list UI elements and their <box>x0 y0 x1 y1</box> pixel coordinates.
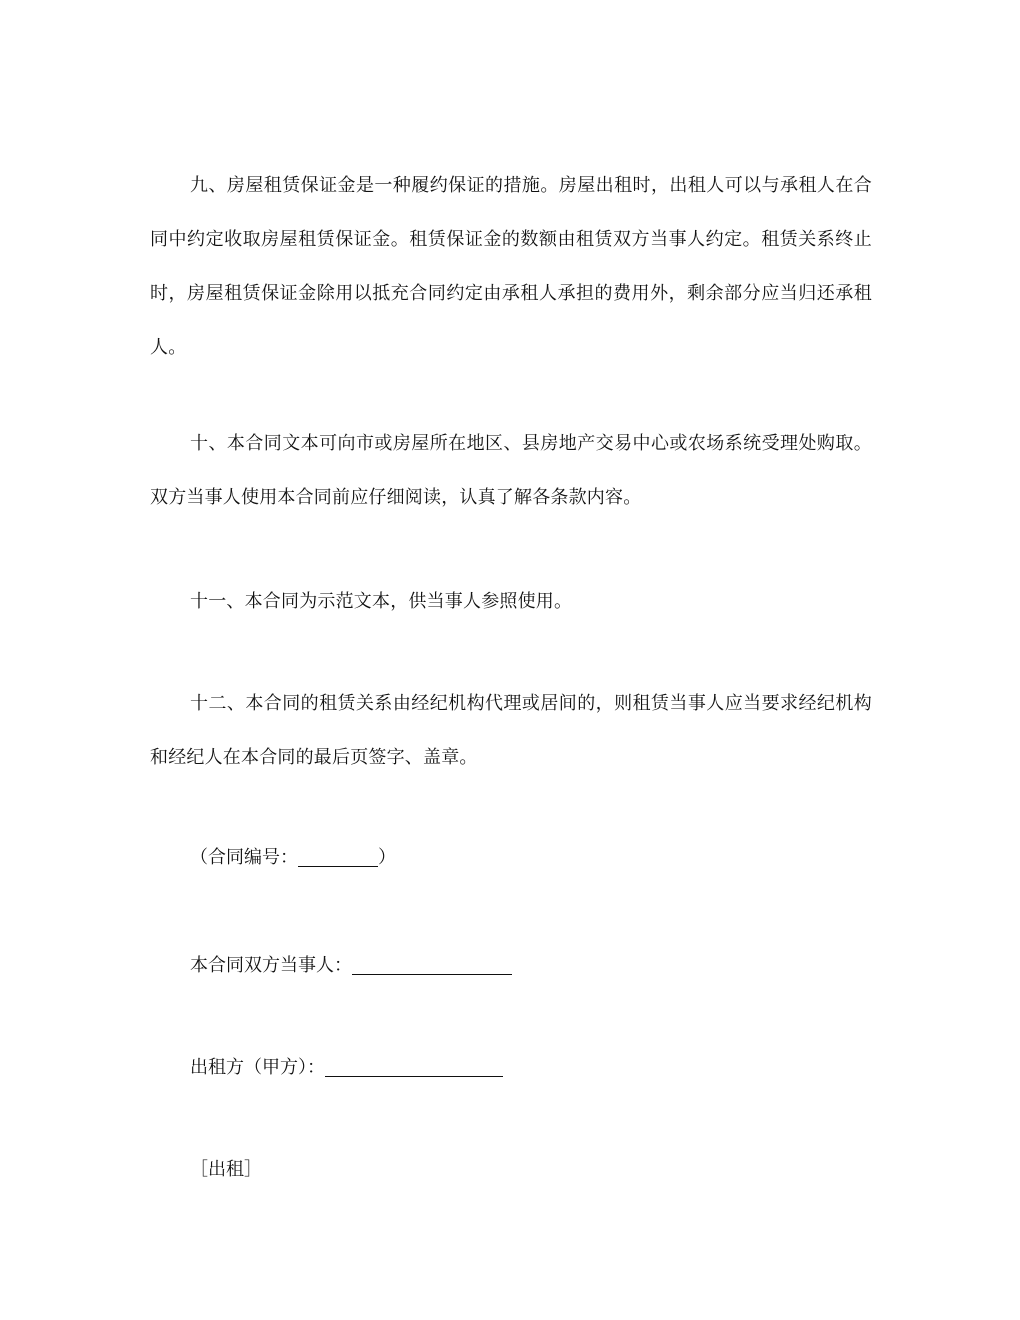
lessor-blank[interactable] <box>325 1056 503 1077</box>
clause-10: 十、本合同文本可向市或房屋所在地区、县房地产交易中心或农场系统受理处购取。双方当事人使用本合同前应仔细阅读，认真了解各条款内容。 <box>150 433 872 508</box>
contract-number-close: ） <box>378 847 396 868</box>
contract-number-blank[interactable] <box>298 846 378 867</box>
clause-9: 九、房屋租赁保证金是一种履约保证的措施。房屋出租时，出租人可以与承租人在合同中约定收取房屋租赁保证金。租赁保证金的数额由租赁双方当事人约定。租赁关系终止时，房屋租赁保证金除用以抵充合同约定由承租人承担的费用外，剩余部分应当归还承租人。 <box>150 175 872 358</box>
parties-label: 本合同双方当事人： <box>190 955 352 976</box>
clause-11: 十一、本合同为示范文本，供当事人参照使用。 <box>190 591 573 612</box>
bracket-label: ［出租］ <box>190 1159 262 1180</box>
parties-blank[interactable] <box>352 954 512 975</box>
lessor-line <box>190 1053 503 1083</box>
lessor-label: 出租方（甲方）： <box>190 1057 325 1078</box>
contract-number-line <box>190 843 396 873</box>
contract-number-label: （合同编号： <box>190 847 298 868</box>
parties-line <box>190 951 512 981</box>
clause-12: 十二、本合同的租赁关系由经纪机构代理或居间的，则租赁当事人应当要求经纪机构和经纪人在本合同的最后页签字、盖章。 <box>150 693 872 768</box>
bracket-line <box>190 1155 262 1185</box>
